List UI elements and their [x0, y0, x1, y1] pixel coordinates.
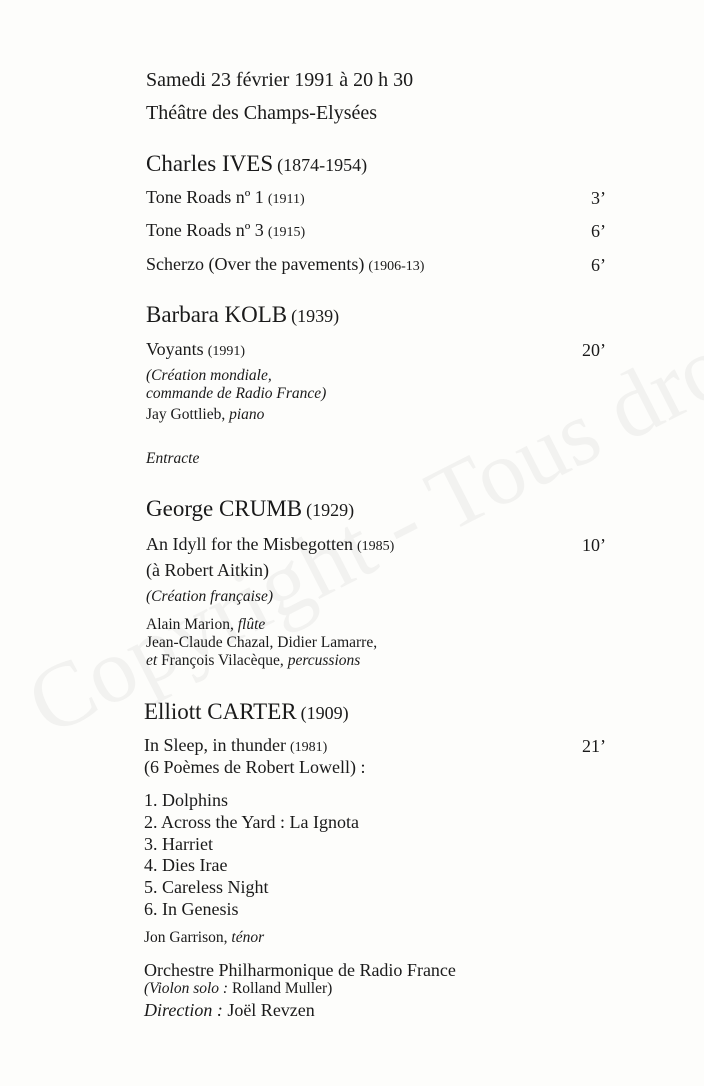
work-year: (1981) [289, 740, 328, 755]
work-title: In Sleep, in thunder [144, 735, 286, 755]
movement-item: 5. Careless Night [144, 877, 269, 897]
composer-carter [144, 699, 349, 725]
conjunction: et [146, 652, 158, 669]
performer-name: Alain Marion, [146, 616, 234, 633]
intermission: Entracte [146, 450, 200, 467]
work-year: (1911) [267, 192, 305, 207]
direction-label: Direction : [144, 1000, 223, 1020]
work-year: (1991) [207, 344, 246, 359]
commission-note: commande de Radio France) [146, 385, 327, 402]
creation-note: (Création mondiale, [146, 367, 272, 384]
composer-name: George CRUMB [146, 496, 303, 521]
performer-role: flûte [237, 616, 266, 633]
concert-date: Samedi 23 février 1991 à 20 h 30 [146, 69, 414, 91]
composer-crumb [146, 496, 354, 522]
work-title: Tone Roads nº 1 [146, 187, 264, 207]
work-tone-roads-3 [146, 220, 305, 241]
performer-vilaceque [146, 652, 360, 670]
work-subtitle: (6 Poèmes de Robert Lowell) : [144, 757, 366, 777]
work-year: (1915) [267, 225, 306, 240]
work-in-sleep [144, 735, 327, 756]
movement-item: 6. In Genesis [144, 899, 239, 919]
work-duration: 6’ [591, 221, 606, 241]
work-duration: 20’ [582, 340, 606, 360]
movement-item: 2. Across the Yard : La Ignota [144, 812, 359, 832]
work-year: (1906-13) [368, 259, 425, 274]
work-duration: 6’ [591, 255, 606, 275]
performer-name: François Vilacèque, [161, 652, 284, 669]
work-duration: 3’ [591, 188, 606, 208]
work-title: An Idyll for the Misbegotten [146, 534, 353, 554]
composer-kolb [146, 302, 339, 328]
performer-role: percussions [287, 652, 361, 669]
composer-name: Charles IVES [146, 151, 274, 176]
performer-marion [146, 616, 265, 634]
conductor-name: Joël Revzen [227, 1000, 315, 1020]
concert-venue: Théâtre des Champs-Elysées [146, 102, 378, 124]
performer-role: ténor [231, 929, 265, 946]
work-title: Scherzo (Over the pavements) [146, 254, 365, 274]
performer-name: Jay Gottlieb, [146, 406, 226, 423]
violin-name: Rolland Muller) [231, 980, 333, 997]
work-title: Voyants [146, 339, 204, 359]
performer-role: piano [229, 406, 265, 423]
work-title: Tone Roads nº 3 [146, 220, 264, 240]
movement-item: 3. Harriet [144, 834, 213, 854]
composer-ives [146, 151, 367, 177]
composer-name: Elliott CARTER [144, 699, 297, 724]
work-tone-roads-1 [146, 187, 305, 208]
work-idyll [146, 534, 394, 555]
violin-solo [144, 980, 332, 998]
work-scherzo [146, 254, 424, 275]
work-year: (1985) [356, 539, 395, 554]
composer-years: (1874-1954) [277, 155, 368, 175]
performer-garrison [144, 929, 264, 947]
composer-name: Barbara KOLB [146, 302, 288, 327]
composer-years: (1909) [300, 703, 349, 723]
creation-note: (Création française) [146, 588, 273, 605]
violin-label: (Violon solo : [144, 980, 229, 997]
composer-years: (1939) [291, 306, 340, 326]
dedication: (à Robert Aitkin) [146, 560, 269, 580]
work-voyants [146, 339, 245, 360]
movement-item: 4. Dies Irae [144, 855, 228, 875]
orchestra-name: Orchestre Philharmonique de Radio France [144, 960, 456, 980]
performer-kolb [146, 406, 264, 424]
performer-name: Jon Garrison, [144, 929, 228, 946]
performers-line: Jean-Claude Chazal, Didier Lamarre, [146, 634, 378, 651]
work-duration: 10’ [582, 535, 606, 555]
movement-item: 1. Dolphins [144, 790, 229, 810]
composer-years: (1929) [306, 500, 355, 520]
work-duration: 21’ [582, 736, 606, 756]
conductor-line [144, 1000, 315, 1021]
